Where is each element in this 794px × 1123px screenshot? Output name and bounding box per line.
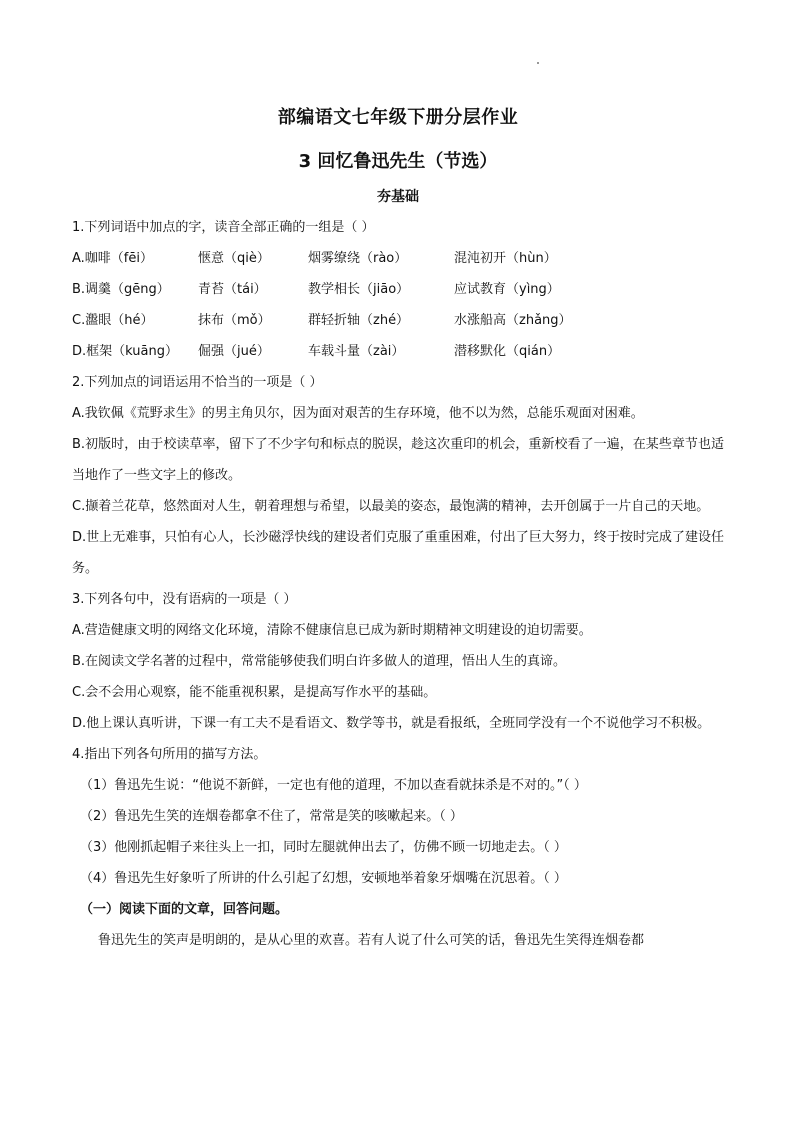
reading-heading: （一）阅读下面的文章，回答问题。: [80, 902, 289, 917]
q1-option-cell: B.调羹（gēng）: [72, 282, 170, 297]
q1-option-cell: D.框架（kuāng）: [72, 344, 178, 359]
q3-option-a: A.营造健康文明的网络文化环境，清除不健康信息已成为新时期精神文明建设的迫切需要。: [72, 623, 592, 638]
q1-option-row: [72, 336, 724, 367]
q1-stem: 1.下列词语中加点的字，读音全部正确的一组是（ ）: [72, 220, 375, 235]
q3-option-c: C.会不会用心观察，能不能重视积累，是提高写作水平的基础。: [72, 685, 437, 700]
q1-option-row: [72, 305, 724, 336]
q2-option-b: B.初版时，由于校读草率，留下了不少字句和标点的脱误，趁这次重印的机会，重新校看了一遍，在某些章节也适当地作了一些文字上的修改。: [72, 437, 724, 483]
q1-option-cell: 抹布（mǒ）: [198, 313, 271, 328]
lesson-title: 3 回忆鲁迅先生（节选）: [298, 151, 498, 172]
page-title: 部编语文七年级下册分层作业: [277, 107, 519, 128]
worksheet-page: [72, 104, 724, 956]
q1-option-cell: 水涨船高（zhǎng）: [454, 313, 572, 328]
page-dot-mark: [537, 62, 539, 64]
q1-option-cell: 惬意（qiè）: [198, 251, 270, 266]
q1-option-cell: A.咖啡（fēi）: [72, 251, 153, 266]
q4-item-3: （3）他刚抓起帽子来往头上一扣，同时左腿就伸出去了，仿佛不顾一切地走去。（ ）: [80, 840, 567, 855]
q1-option-cell: 青苔（tái）: [198, 282, 267, 297]
q1-option-row: [72, 274, 724, 305]
q1-option-cell: 车载斗量（zài）: [308, 344, 405, 359]
q4-item-2: （2）鲁迅先生笑的连烟卷都拿不住了，常常是笑的咳嗽起来。（ ）: [80, 809, 463, 824]
q1-option-cell: 群轻折轴（zhé）: [308, 313, 410, 328]
q1-option-cell: 烟雾缭绕（rào）: [308, 251, 408, 266]
q3-option-d: D.他上课认真听讲，下课一有工夫不是看语文、数学等书，就是看报纸，全班同学没有一个不说他学习不积极。: [72, 716, 711, 731]
q2-option-d: D.世上无难事，只怕有心人，长沙磁浮快线的建设者们克服了重重困难，付出了巨大努力，终于按时完成了建设任务。: [72, 530, 724, 576]
q1-option-cell: C.瀊眼（hé）: [72, 313, 154, 328]
q4-stem: 4.指出下列各句所用的描写方法。: [72, 747, 267, 762]
q1-option-cell: 倔强（jué）: [198, 344, 270, 359]
q1-option-cell: 教学相长（jiāo）: [308, 282, 410, 297]
q3-stem: 3.下列各句中，没有语病的一项是（ ）: [72, 592, 297, 607]
q1-option-cell: 潜移默化（qián）: [454, 344, 561, 359]
q4-item-4: （4）鲁迅先生好象听了所讲的什么引起了幻想，安顿地举着象牙烟嘴在沉思着。（ ）: [80, 871, 567, 886]
q1-option-cell: 应试教育（yìng）: [454, 282, 560, 297]
q2-option-c: C.撷着兰花草，悠然面对人生，朝着理想与希望，以最美的姿态，最饱满的精神，去开创属于一片自己的天地。: [72, 499, 710, 514]
q2-stem: 2.下列加点的词语运用不恰当的一项是（ ）: [72, 375, 323, 390]
section-label: 夯基础: [377, 189, 419, 205]
q4-item-1: （1）鲁迅先生说：“他说不新鲜，一定也有他的道理，不加以查看就抹杀是不对的。”（ ）: [80, 778, 587, 793]
q2-option-a: A.我钦佩《荒野求生》的男主角贝尔，因为面对艰苦的生存环境，他不以为然，总能乐观面对困难。: [72, 406, 644, 421]
q3-option-b: B.在阅读文学名著的过程中，常常能够使我们明白许多做人的道理，悟出人生的真谛。: [72, 654, 567, 669]
reading-passage-line: 鲁迅先生的笑声是明朗的，是从心里的欢喜。若有人说了什么可笑的话，鲁迅先生笑得连烟卷都: [98, 933, 645, 948]
q1-option-cell: 混沌初开（hùn）: [454, 251, 557, 266]
q1-option-row: [72, 243, 724, 274]
